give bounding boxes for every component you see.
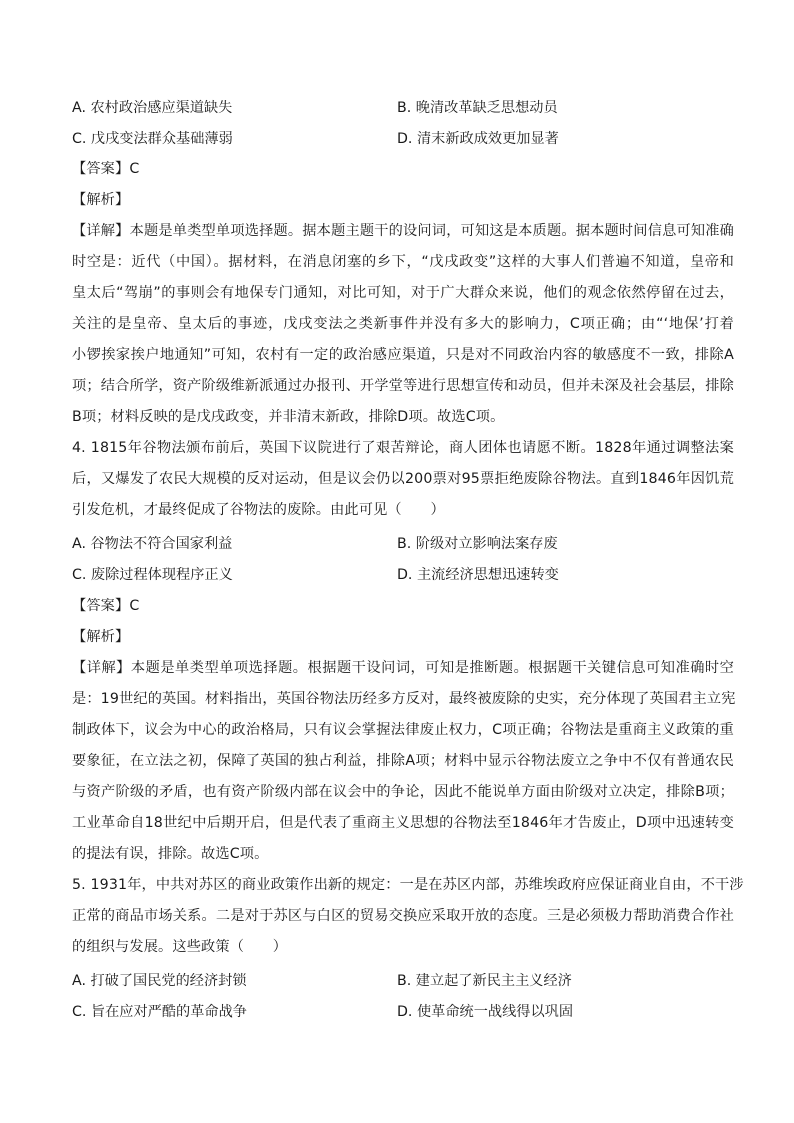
q3-analysis-label: 【解析】 [72,192,130,208]
q3-explanation-line: 关注的是皇帝、皇太后的事迹，戊戌变法之类新事件并没有多大的影响力，C项正确；由“‘地保’打着 [72,316,734,332]
q4-explanation-line: 要象征，在立法之初，保障了英国的独占利益，排除A项；材料中显示谷物法废立之争中不仅有普通农民 [72,753,734,769]
q3-option-c[interactable]: C. 戊戌变法群众基础薄弱 [72,131,233,147]
q3-explanation-line: B项；材料反映的是戊戌政变，并非清末新政，排除D项。故选C项。 [72,409,505,425]
q5-stem-line: 的组织与发展。这些政策（ ） [72,939,288,955]
q3-explanation-line: 皇太后“驾崩”的事则会有地保专门通知，对比可知，对于广大群众来说，他们的观念依然停留在过去， [72,285,734,301]
q4-option-c[interactable]: C. 废除过程体现程序正义 [72,567,233,583]
q4-option-b[interactable]: B. 阶级对立影响法案存废 [397,536,558,552]
q5-option-c[interactable]: C. 旨在应对严酷的革命战争 [72,1004,247,1020]
q5-option-b[interactable]: B. 建立起了新民主主义经济 [397,973,572,989]
q4-explanation-line: 制政体下，议会为中心的政治格局，只有议会掌握法律废止权力，C项正确；谷物法是重商主义政策的重 [72,722,734,738]
q4-stem-line: 引发危机，才最终促成了谷物法的废除。由此可见（ ） [72,502,445,518]
q3-option-a[interactable]: A. 农村政治感应渠道缺失 [72,100,233,116]
q4-option-d[interactable]: D. 主流经济思想迅速转变 [397,567,559,583]
q5-stem-line: 5. 1931年，中共对苏区的商业政策作出新的规定：一是在苏区内部，苏维埃政府应保证商业自由，不干涉 [72,877,744,893]
q4-analysis-label: 【解析】 [72,629,130,645]
q4-explanation-line: 与资产阶级的矛盾，也有资产阶级内部在议会中的争论，因此不能说单方面由阶级对立决定，排除B项； [72,784,734,800]
q4-answer: 【答案】C [72,598,140,614]
q4-explanation-line: 的提法有误，排除。故选C项。 [72,846,269,862]
q4-option-a[interactable]: A. 谷物法不符合国家利益 [72,536,233,552]
q5-option-a[interactable]: A. 打破了国民党的经济封锁 [72,973,247,989]
q3-answer: 【答案】C [72,161,140,177]
q4-explanation-line: 是：19世纪的英国。材料指出，英国谷物法历经多方反对，最终被废除的史实，充分体现了英国君主立宪 [72,691,736,707]
q3-explanation-line: 小锣挨家挨户地通知”可知，农村有一定的政治感应渠道，只是对不同政治内容的敏感度不一致，排除A [72,347,734,363]
q3-explanation-line: 项；结合所学，资产阶级维新派通过办报刊、开学堂等进行思想宣传和动员，但并未深及社会基层，排除 [72,378,734,394]
q3-explanation-line: 【详解】本题是单类型单项选择题。据本题主题干的设问词，可知这是本质题。据本题时间信息可知准确 [72,223,734,239]
q4-explanation-line: 工业革命自18世纪中后期开启，但是代表了重商主义思想的谷物法至1846年才告废止，D项中迅速转变 [72,815,734,831]
q5-stem-line: 正常的商品市场关系。二是对于苏区与白区的贸易交换应采取开放的态度。三是必须极力帮助消费合作社 [72,908,734,924]
q3-explanation-line: 时空是：近代（中国）。据材料，在消息闭塞的乡下，“戊戌政变”这样的大事人们普遍不知道，皇帝和 [72,254,734,270]
q5-option-d[interactable]: D. 使革命统一战线得以巩固 [397,1004,574,1020]
q3-option-d[interactable]: D. 清末新政成效更加显著 [397,131,559,147]
q4-explanation-line: 【详解】本题是单类型单项选择题。根据题干设问词，可知是推断题。根据题干关键信息可知准确时空 [72,660,734,676]
q4-stem-line: 后，又爆发了农民大规模的反对运动，但是议会仍以200票对95票拒绝废除谷物法。直到1846年因饥荒 [72,471,734,487]
q3-option-b[interactable]: B. 晚清改革缺乏思想动员 [397,100,558,116]
q4-stem-line: 4. 1815年谷物法颁布前后，英国下议院进行了艰苦辩论，商人团体也请愿不断。1828年通过调整法案 [72,440,734,456]
